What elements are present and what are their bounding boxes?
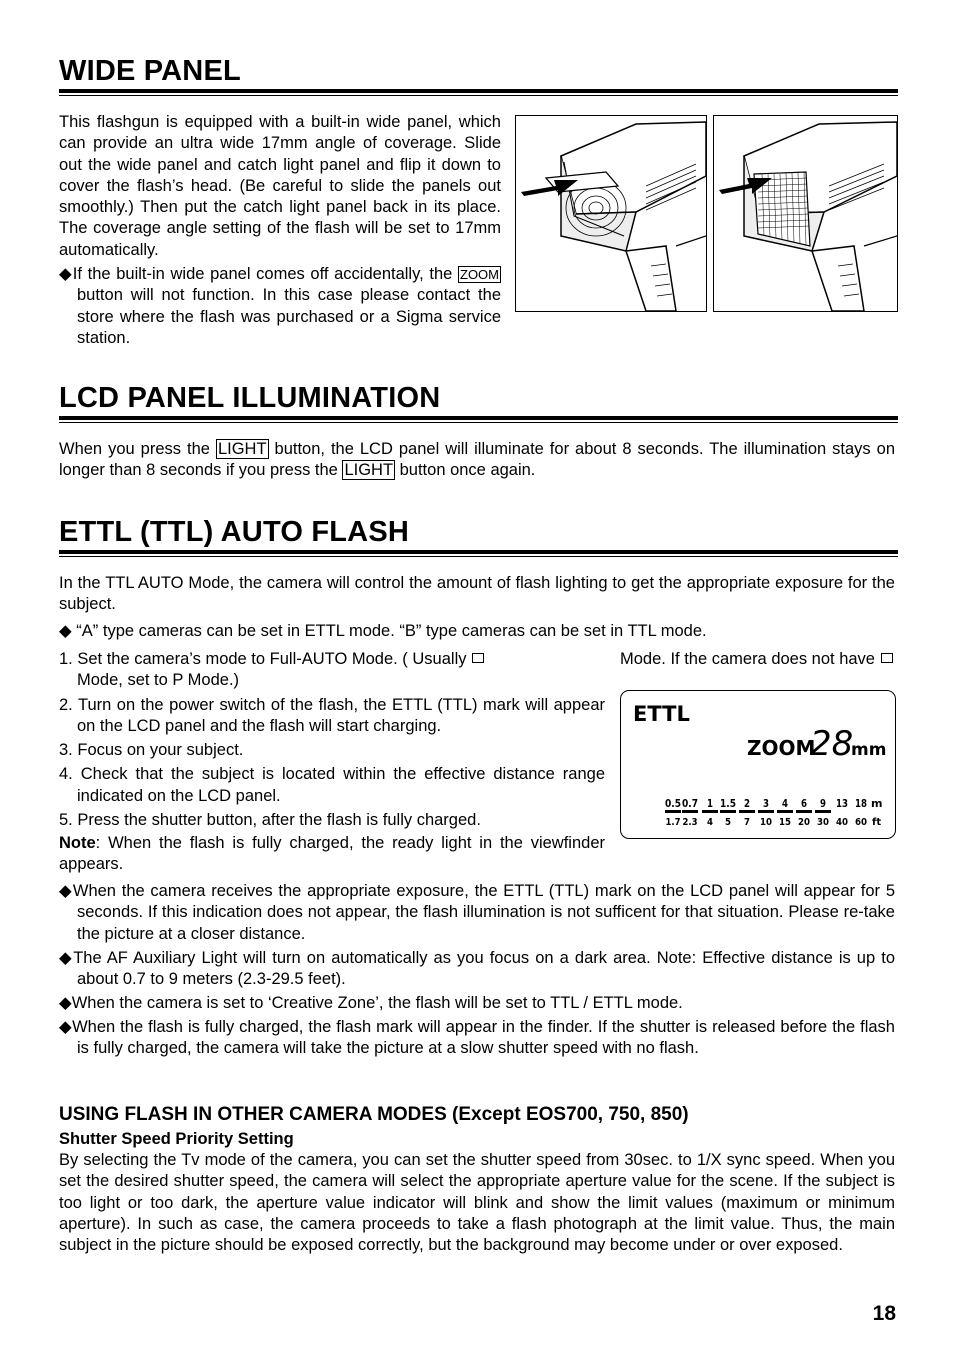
step-item [59,740,605,761]
step-text: Turn on the power switch of the flash, the ETTL (TTL) mark will appear on the LCD panel and the flash will start charging. [77,696,606,736]
feet-tick-label: 5 [725,817,732,828]
distance-bar-segment [815,810,831,813]
meter-tick-label: 4 [782,797,789,810]
distance-bar-segment [665,810,681,813]
bullet-diamond-icon: ◆ [59,1018,73,1036]
zoom-button-label: ZOOM [460,267,499,282]
feet-tick-label: 4 [707,817,714,828]
text: Mode. If the camera does not have [620,650,875,668]
lcd-display-svg [621,691,895,838]
ettl-note [59,833,605,876]
feet-tick-label: 7 [744,817,751,828]
distance-bar-segment [720,810,736,813]
wide-panel-figure-2 [713,115,898,312]
meter-tick-label: 9 [820,797,826,810]
feet-tick-label: 1.7 [665,817,681,828]
text: button once again. [395,461,536,480]
feet-tick-label: 30 [817,817,830,828]
ettl-mark: ETTL [633,702,690,726]
step-text: Focus on your subject. [77,741,244,760]
zoom-label: ZOOM [747,736,816,760]
text: button, the LCD panel will illuminate for about 8 seconds. The illumination stays on longer than 8 seconds if you press the [59,440,896,480]
feet-tick-label: 60 [855,817,868,828]
flash-panel-flipped-illustration [714,116,897,311]
ettl-bullet [59,881,895,945]
light-button-label: LIGHT [217,440,267,458]
section-heading-lcd-illumination: LCD PANEL ILLUMINATION [59,382,441,414]
bullet-text: The AF Auxiliary Light will turn on automatically as you focus on a dark area. Note: Effective distance is up to about 0.7 to 9 meters (2.3-29.5 feet). [73,949,895,989]
bullet-diamond-icon: ◆ [59,265,73,283]
feet-tick-label: 2.3 [682,817,698,828]
full-auto-mode-icon [472,653,484,663]
distance-bar-segment [739,810,755,813]
step-1 [59,649,895,692]
bullet-text: When the camera is set to ‘Creative Zone’, the flash will be set to TTL / ETTL mode. [71,994,683,1012]
light-button-label: LIGHT [344,461,394,480]
step-text: Check that the subject is located within the effective distance range indicated on the LCD panel. [77,765,605,805]
lcd-illumination-paragraph [59,439,895,482]
other-modes-paragraph: By selecting the Tv mode of the camera, you can set the shutter speed from 30sec. to 1/X sync speed. When you set the desired shutter speed, the camera will select the appropriate aperture value for the scene. If the subject is too light or too dark, the aperture value indicator will blink and show the limit values (maximum or minimum aperture). In such as case, the camera proceeds to take a flash photograph at the limit value. Thus, the main subject in the picture should be exposed correctly, but the background may become under or over exposed. [59,1151,895,1255]
note-label: Note [59,834,96,852]
bullet-text: When the flash is fully charged, the flash mark will appear in the finder. If the shutter is released before the flash is fully charged, the camera will take the picture at a slow shutter speed with no flash. [72,1018,895,1058]
section-rule [59,416,898,425]
section-rule [59,550,898,559]
feet-tick-label: 10 [760,817,773,828]
distance-bar-segment [702,810,718,813]
other-modes-heading: USING FLASH IN OTHER CAMERA MODES (Except EOS700, 750, 850) [59,1104,689,1125]
full-auto-mode-icon [881,653,893,663]
ettl-bullet [59,993,895,1014]
note-text: button will not function. In this case please contact the store where the flash was purchased or a Sigma service station. [77,286,501,347]
meter-tick-label: 0.5 [665,797,681,810]
text: “A” type cameras can be set in ETTL mode. “B” type cameras can be set in TTL mode. [71,622,707,640]
text: When you press the [59,440,216,458]
meter-tick-label: 18 [855,797,867,810]
distance-bar-segment [796,810,812,813]
section-heading-ettl: ETTL (TTL) AUTO FLASH [59,516,410,548]
step-number: 5. [59,810,73,829]
step-text: Press the shutter button, after the flash is fully charged. [77,810,481,829]
step-number: 2. [59,696,73,714]
step-item [59,810,605,831]
distance-bars [665,810,831,813]
section-heading-wide-panel: WIDE PANEL [59,55,241,87]
wide-panel-paragraph: This flashgun is equipped with a built-in wide panel, which can provide an ultra wide 17mm angle of coverage. Slide out the wide panel and catch light panel and flip it down to cover the flash’s head. (Be careful to slide the panels out smoothly.) Then put the catch light panel back in its place. The coverage angle setting of the flash will be set to 17mm automatically. [59,113,501,259]
note-text: If the built-in wide panel comes off accidentally, the [72,265,458,283]
step-number: 3. [59,741,73,760]
bullet-diamond-icon: ◆ [59,882,73,900]
wide-panel-figure-1 [515,115,707,312]
distance-bar-segment [682,810,698,813]
distance-bar-segment [777,810,793,813]
zoom-unit: mm [851,740,887,760]
shutter-priority-subheading: Shutter Speed Priority Setting [59,1130,294,1148]
ettl-intro: In the TTL AUTO Mode, the camera will control the amount of flash lighting to get the appropriate exposure for the subject. [59,574,895,614]
zoom-value: 28 [810,724,854,764]
text: Set the camera’s mode to Full-AUTO Mode. ( Usually [77,650,467,668]
feet-tick-label: 15 [779,817,792,828]
feet-unit: ft [872,817,882,828]
section-rule [59,89,898,98]
meter-tick-label: 1 [707,797,713,810]
bullet-diamond-icon: ◆ [59,949,74,967]
bullet-diamond-icon: ◆ [59,994,72,1012]
lcd-display-figure [620,690,896,839]
text: Mode, set to P Mode.) [77,671,240,690]
meter-tick-label: 0.7 [682,797,698,810]
ettl-bullet [59,948,895,991]
text: : When the flash is fully charged, the ready light in the viewfinder appears. [59,834,605,874]
distance-bar-segment [758,810,774,813]
step-number: 4. [59,765,73,784]
ettl-bullet [59,1017,895,1060]
feet-scale [666,817,868,828]
step-item [59,695,605,738]
bullet-diamond-icon: ◆ [59,622,72,640]
flash-wide-panel-out-illustration [516,116,706,311]
step-list [59,695,605,834]
meter-tick-label: 2 [744,797,750,810]
ettl-type-note [59,621,895,642]
meter-tick-label: 6 [801,797,808,810]
meter-tick-label: 13 [836,797,848,810]
feet-tick-label: 40 [836,817,849,828]
feet-tick-label: 20 [798,817,811,828]
bullet-text: When the camera receives the appropriate exposure, the ETTL (TTL) mark on the LCD panel will appear for 5 seconds. If this indication does not appear, the flash illumination is not sufficent for that situation. Please re-take the picture at a closer distance. [72,882,895,943]
meter-scale [665,797,867,810]
step-number: 1. [59,650,73,668]
page-number: 18 [872,1302,896,1325]
meter-tick-label: 1.5 [720,797,736,810]
step-item [59,764,605,807]
meter-tick-label: 3 [763,797,769,810]
wide-panel-note [59,264,501,349]
meter-unit: m [871,797,883,810]
